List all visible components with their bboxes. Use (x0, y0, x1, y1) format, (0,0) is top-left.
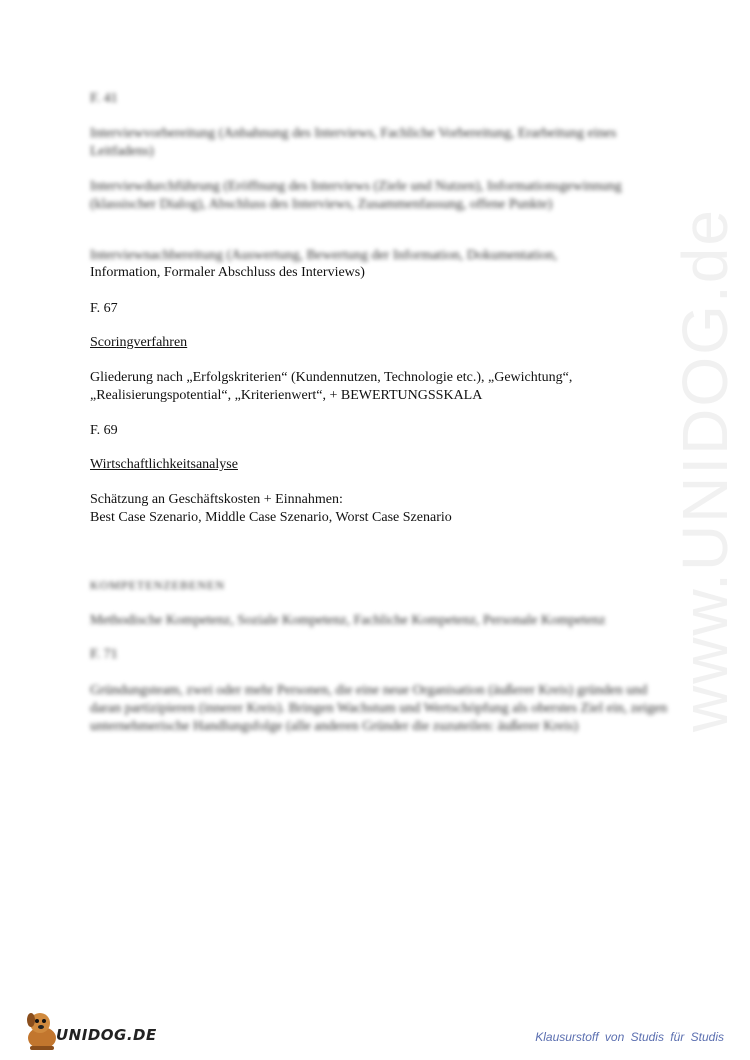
scoring-text-line-2: „Realisierungspotential“, „Kriterienwert“, + BEWERTUNGSSKALA (90, 388, 483, 403)
kompetenz-text: Methodische Kompetenz, Soziale Kompetenz, Fachliche Kompetenz, Personale Kompetenz (90, 613, 606, 628)
paragraph-interview-prep: Interviewvorbereitung (Anbahnung des Interviews, Fachliche Vorbereitung, Erarbeitung eines Leitfadens) (90, 126, 617, 159)
paragraph-interview-conduct: Interviewdurchführung (Eröffnung des Interviews (Ziele und Nutzen), Informationsgewinnung (klassischer Dialog), Abschluss des Interviews, Zusammenfassung, offene Punkte) (90, 179, 622, 212)
heading-kompetenzebenen: KOMPETENZEBENEN (90, 578, 225, 592)
label-f41: F. 41 (90, 91, 118, 106)
scoring-text-line-1: Gliederung nach „Erfolgskriterien“ (Kundennutzen, Technologie etc.), „Gewichtung“, (90, 370, 573, 385)
heading-wirtschaftlichkeitsanalyse: Wirtschaftlichkeitsanalyse (90, 457, 238, 472)
paragraph-interview-followup: Information, Formaler Abschluss des Interviews) (90, 265, 365, 280)
wirtschaft-text-line-2: Best Case Szenario, Middle Case Szenario, Worst Case Szenario (90, 510, 452, 525)
watermark: www.UNIDOG.de (669, 208, 741, 732)
heading-scoringverfahren: Scoringverfahren (90, 335, 188, 350)
label-f71: F. 71 (90, 647, 118, 662)
paragraph-interview-followup-blurred: Interviewnachbereitung (Auswertung, Bewertung der Information, Dokumentation, (90, 248, 558, 263)
wirtschaft-text-line-1: Schätzung an Geschäftskosten + Einnahmen: (90, 492, 343, 507)
paragraph-gruendungsteam: Gründungsteam, zwei oder mehr Personen, die eine neue Organisation (äußerer Kreis) gründen und daran partizipieren (innerer Kreis). Bringen Wachstum und Wertschöpfung als oberstes Ziel ein, zeigen unternehmerische Handlungsfolge (alle anderen Gründer die zuzuteilen: äußerer Kreis) (90, 683, 668, 734)
footer-tagline: Klausurstoff von Studis für Studis (535, 1030, 724, 1044)
label-f69: F. 69 (90, 423, 118, 438)
logo-text: UNIDOG.DE (56, 1026, 157, 1044)
label-f67: F. 67 (90, 301, 118, 316)
